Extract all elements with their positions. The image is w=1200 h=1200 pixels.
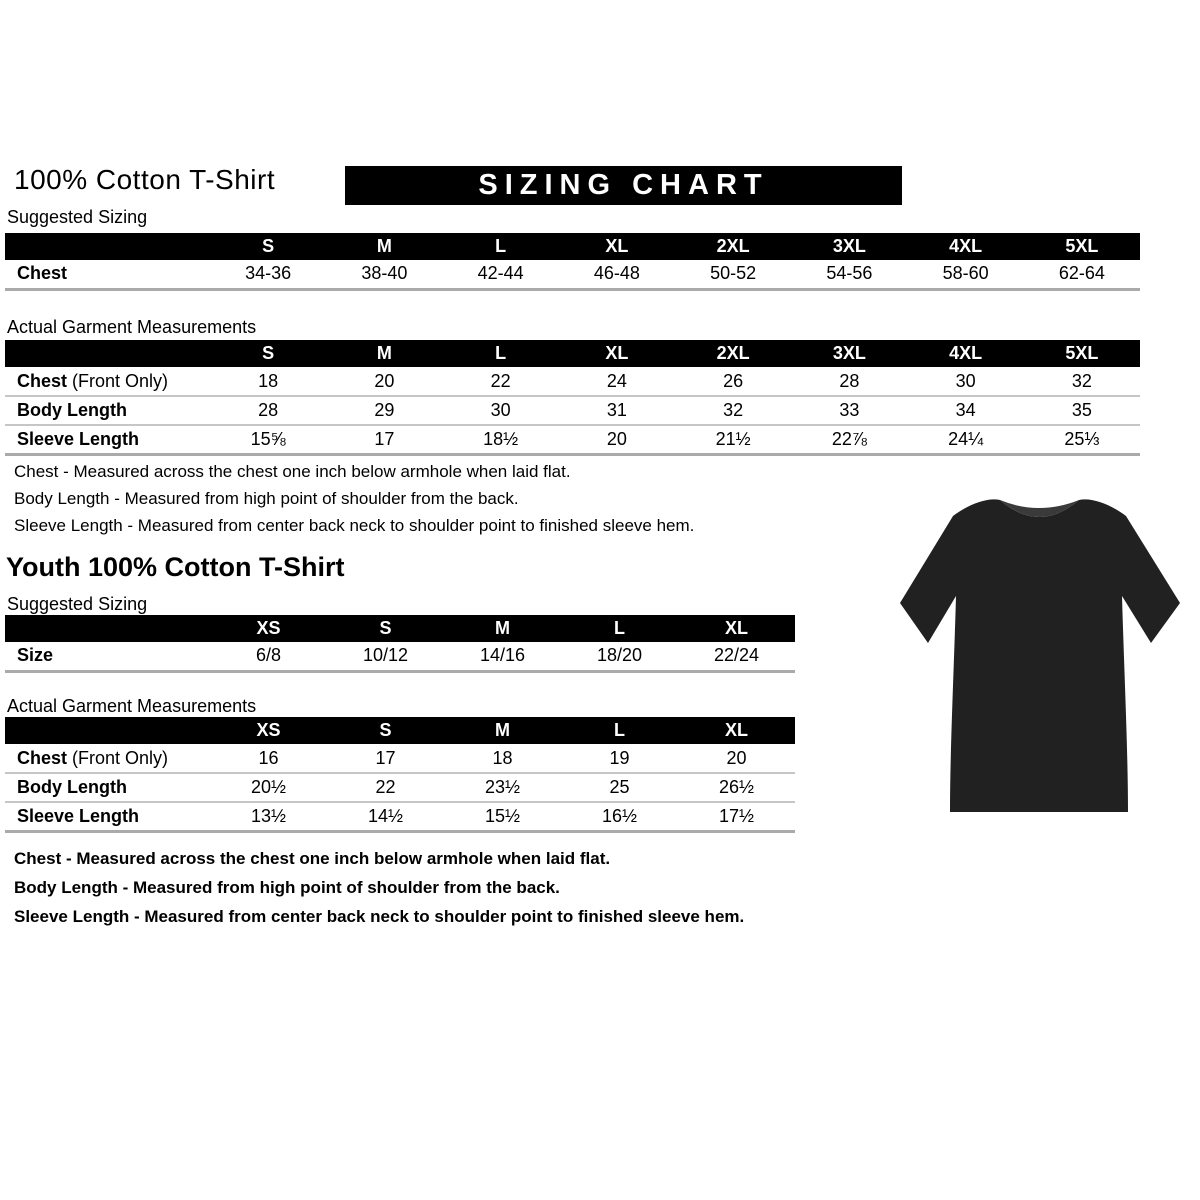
- size-column-header: XL: [678, 717, 795, 744]
- adult-measurement-notes: [14, 458, 694, 539]
- measurement-cell: 62-64: [1024, 260, 1140, 289]
- measurement-cell: 16½: [561, 802, 678, 831]
- size-column-header: 3XL: [791, 233, 907, 260]
- size-header-row: [5, 340, 1140, 367]
- measurement-cell: 32: [1024, 367, 1140, 396]
- size-column-header: S: [210, 233, 326, 260]
- adult-actual-measurements-label: Actual Garment Measurements: [7, 317, 257, 337]
- size-column-header: XL: [559, 233, 675, 260]
- measurement-cell: 22: [443, 367, 559, 396]
- measurement-row: [5, 396, 1140, 425]
- measurement-cell: 19: [561, 744, 678, 773]
- measurement-cell: 22: [327, 773, 444, 802]
- measurement-cell: 13½: [210, 802, 327, 831]
- measurement-cell: 30: [908, 367, 1024, 396]
- measurement-cell: 10/12: [327, 642, 444, 671]
- note-sleeve-length: Sleeve Length - Measured from center back neck to shoulder point to finished sleeve hem.: [14, 516, 695, 535]
- measurement-cell: 20½: [210, 773, 327, 802]
- measurement-cell: 30: [443, 396, 559, 425]
- size-column-header: 4XL: [908, 340, 1024, 367]
- size-column-header: M: [326, 233, 442, 260]
- measurement-cell: 34-36: [210, 260, 326, 289]
- measurement-cell: 17: [327, 744, 444, 773]
- measurement-cell: 28: [210, 396, 326, 425]
- size-header-row: [5, 233, 1140, 260]
- size-column-header: XL: [678, 615, 795, 642]
- measurement-cell: 25: [561, 773, 678, 802]
- youth-actual-measurements-label: Actual Garment Measurements: [7, 696, 257, 716]
- size-column-header: 4XL: [908, 233, 1024, 260]
- measurement-cell: 15⅝: [210, 425, 326, 454]
- measurement-cell: 23½: [444, 773, 561, 802]
- row-label-header: [5, 233, 210, 260]
- size-column-header: 2XL: [675, 340, 791, 367]
- measurement-cell: 16: [210, 744, 327, 773]
- youth-suggested-sizing-table: [5, 615, 795, 673]
- measurement-cell: 31: [559, 396, 675, 425]
- size-column-header: S: [327, 717, 444, 744]
- row-label: Size: [5, 642, 210, 671]
- measurement-row: [5, 773, 795, 802]
- measurement-row: [5, 367, 1140, 396]
- page-title: 100% Cotton T-Shirt: [14, 164, 276, 195]
- size-column-header: L: [561, 717, 678, 744]
- size-column-header: 3XL: [791, 340, 907, 367]
- note-sleeve-length: Sleeve Length - Measured from center back neck to shoulder point to finished sleeve hem.: [14, 907, 745, 926]
- measurement-row: [5, 802, 795, 831]
- measurement-cell: 34: [908, 396, 1024, 425]
- row-label-header: [5, 615, 210, 642]
- note-body-length: Body Length - Measured from high point of shoulder from the back.: [14, 489, 519, 508]
- measurement-cell: 14/16: [444, 642, 561, 671]
- row-label: Sleeve Length: [5, 802, 210, 831]
- measurement-cell: 20: [678, 744, 795, 773]
- size-header-row: [5, 717, 795, 744]
- measurement-cell: 6/8: [210, 642, 327, 671]
- adult-suggested-sizing-table: [5, 233, 1140, 291]
- measurement-cell: 33: [791, 396, 907, 425]
- black-tshirt-image: [898, 478, 1188, 818]
- size-column-header: M: [444, 717, 561, 744]
- size-column-header: XS: [210, 615, 327, 642]
- size-column-header: L: [443, 340, 559, 367]
- measurement-row: [5, 260, 1140, 289]
- measurement-cell: 24¼: [908, 425, 1024, 454]
- size-column-header: XL: [559, 340, 675, 367]
- measurement-cell: 20: [559, 425, 675, 454]
- size-column-header: S: [327, 615, 444, 642]
- measurement-cell: 18/20: [561, 642, 678, 671]
- youth-actual-measurements-table: [5, 717, 795, 833]
- youth-measurement-notes: [14, 844, 744, 931]
- row-label: Body Length: [5, 773, 210, 802]
- note-chest: Chest - Measured across the chest one inch below armhole when laid flat.: [14, 462, 571, 481]
- measurement-cell: 42-44: [443, 260, 559, 289]
- measurement-cell: 46-48: [559, 260, 675, 289]
- size-column-header: L: [443, 233, 559, 260]
- measurement-cell: 32: [675, 396, 791, 425]
- note-chest: Chest - Measured across the chest one inch below armhole when laid flat.: [14, 849, 611, 868]
- note-body-length: Body Length - Measured from high point of shoulder from the back.: [14, 878, 560, 897]
- measurement-cell: 21½: [675, 425, 791, 454]
- size-column-header: 2XL: [675, 233, 791, 260]
- adult-suggested-sizing-label: Suggested Sizing: [7, 207, 148, 227]
- youth-suggested-sizing-label: Suggested Sizing: [7, 594, 148, 614]
- measurement-cell: 18: [210, 367, 326, 396]
- measurement-cell: 38-40: [326, 260, 442, 289]
- measurement-cell: 26½: [678, 773, 795, 802]
- size-column-header: L: [561, 615, 678, 642]
- sizing-chart-banner: SIZING CHART: [345, 166, 902, 205]
- adult-actual-measurements-table: [5, 340, 1140, 456]
- row-label: Chest (Front Only): [5, 744, 210, 773]
- measurement-cell: 15½: [444, 802, 561, 831]
- row-label: Chest (Front Only): [5, 367, 210, 396]
- measurement-row: [5, 744, 795, 773]
- measurement-cell: 25⅓: [1024, 425, 1140, 454]
- size-column-header: XS: [210, 717, 327, 744]
- row-label-header: [5, 717, 210, 744]
- size-column-header: 5XL: [1024, 233, 1140, 260]
- measurement-cell: 29: [326, 396, 442, 425]
- measurement-cell: 35: [1024, 396, 1140, 425]
- measurement-cell: 20: [326, 367, 442, 396]
- size-column-header: M: [444, 615, 561, 642]
- size-column-header: M: [326, 340, 442, 367]
- row-label: Chest: [5, 260, 210, 289]
- measurement-cell: 18: [444, 744, 561, 773]
- measurement-cell: 54-56: [791, 260, 907, 289]
- youth-section-title: Youth 100% Cotton T-Shirt: [6, 552, 345, 582]
- row-label-header: [5, 340, 210, 367]
- size-column-header: 5XL: [1024, 340, 1140, 367]
- measurement-cell: 17½: [678, 802, 795, 831]
- measurement-row: [5, 425, 1140, 454]
- measurement-cell: 24: [559, 367, 675, 396]
- measurement-cell: 58-60: [908, 260, 1024, 289]
- measurement-cell: 14½: [327, 802, 444, 831]
- measurement-cell: 18½: [443, 425, 559, 454]
- tshirt-icon: [898, 478, 1188, 818]
- measurement-cell: 50-52: [675, 260, 791, 289]
- measurement-cell: 17: [326, 425, 442, 454]
- row-label: Body Length: [5, 396, 210, 425]
- measurement-cell: 28: [791, 367, 907, 396]
- measurement-row: [5, 642, 795, 671]
- row-label: Sleeve Length: [5, 425, 210, 454]
- size-column-header: S: [210, 340, 326, 367]
- measurement-cell: 22/24: [678, 642, 795, 671]
- measurement-cell: 22⅞: [791, 425, 907, 454]
- measurement-cell: 26: [675, 367, 791, 396]
- size-header-row: [5, 615, 795, 642]
